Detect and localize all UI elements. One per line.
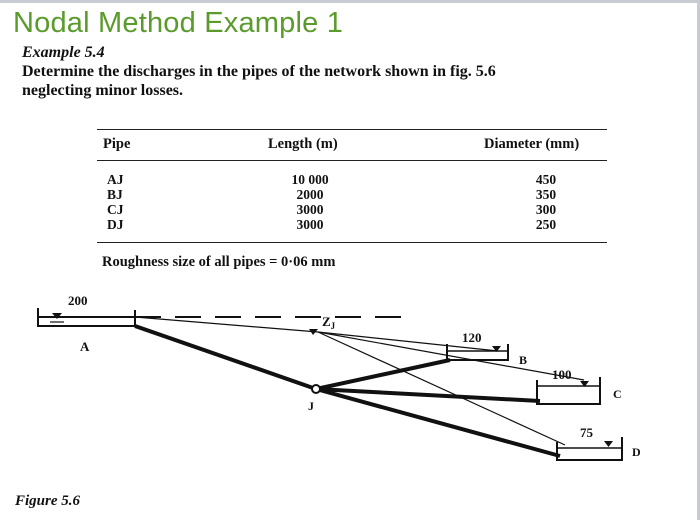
cell-length: 3000 (296, 217, 324, 232)
reservoir-b-level: 120 (462, 330, 482, 345)
junction-head-label: $Z_J$ (322, 314, 336, 331)
cell-pipe: BJ (107, 187, 123, 202)
reservoir-b-label: B (519, 353, 528, 367)
hgl-to-c (318, 332, 584, 380)
roughness-note: Roughness size of all pipes = 0·06 mm (102, 254, 336, 270)
cell-length: 2000 (296, 187, 324, 202)
junction-node (312, 385, 320, 393)
hgl-to-d (318, 332, 565, 445)
reservoir-d-label: D (632, 445, 641, 459)
cell-diameter: 350 (535, 187, 557, 202)
header-pipe: Pipe (103, 136, 131, 152)
water-level-icon (604, 441, 613, 447)
table-header-rule (97, 160, 607, 161)
cell-length: 10 000 (291, 172, 329, 187)
cell-pipe: DJ (107, 217, 124, 232)
header-diameter: Diameter (mm) (484, 136, 580, 152)
cell-pipe: CJ (107, 202, 124, 217)
problem-line-2: neglecting minor losses. (22, 82, 184, 99)
problem-line-1: Determine the discharges in the pipes of the network shown in fig. 5.6 (22, 63, 496, 80)
reservoir-a-level: 200 (68, 293, 88, 308)
table-top-rule (97, 129, 607, 130)
reservoir-d (557, 425, 641, 460)
pipe-bj (316, 360, 450, 389)
cell-diameter: 250 (535, 217, 557, 232)
hgl-to-junction (135, 317, 318, 332)
slide-top-border (0, 0, 700, 3)
slide-title: Nodal Method Example 1 (13, 7, 344, 39)
reservoir-c-label: C (613, 387, 622, 401)
header-length: Length (m) (268, 136, 338, 152)
pipe-aj (135, 326, 316, 389)
cell-diameter: 450 (535, 172, 557, 187)
cell-pipe: AJ (107, 172, 124, 187)
example-heading: Example 5.4 (22, 44, 105, 61)
reservoir-c-level: 100 (552, 367, 572, 382)
problem-statement (22, 62, 692, 100)
reservoir-b (447, 330, 527, 367)
reservoir-c (537, 367, 622, 404)
cell-length: 3000 (296, 202, 324, 217)
reservoir-a (38, 293, 135, 354)
table-bottom-rule (97, 242, 607, 243)
pipe-network-diagram (0, 280, 700, 480)
junction-label: J (308, 399, 314, 413)
cell-diameter: 300 (535, 202, 557, 217)
reservoir-a-label: A (80, 339, 90, 354)
figure-caption: Figure 5.6 (15, 493, 81, 509)
reservoir-d-level: 75 (580, 425, 593, 440)
